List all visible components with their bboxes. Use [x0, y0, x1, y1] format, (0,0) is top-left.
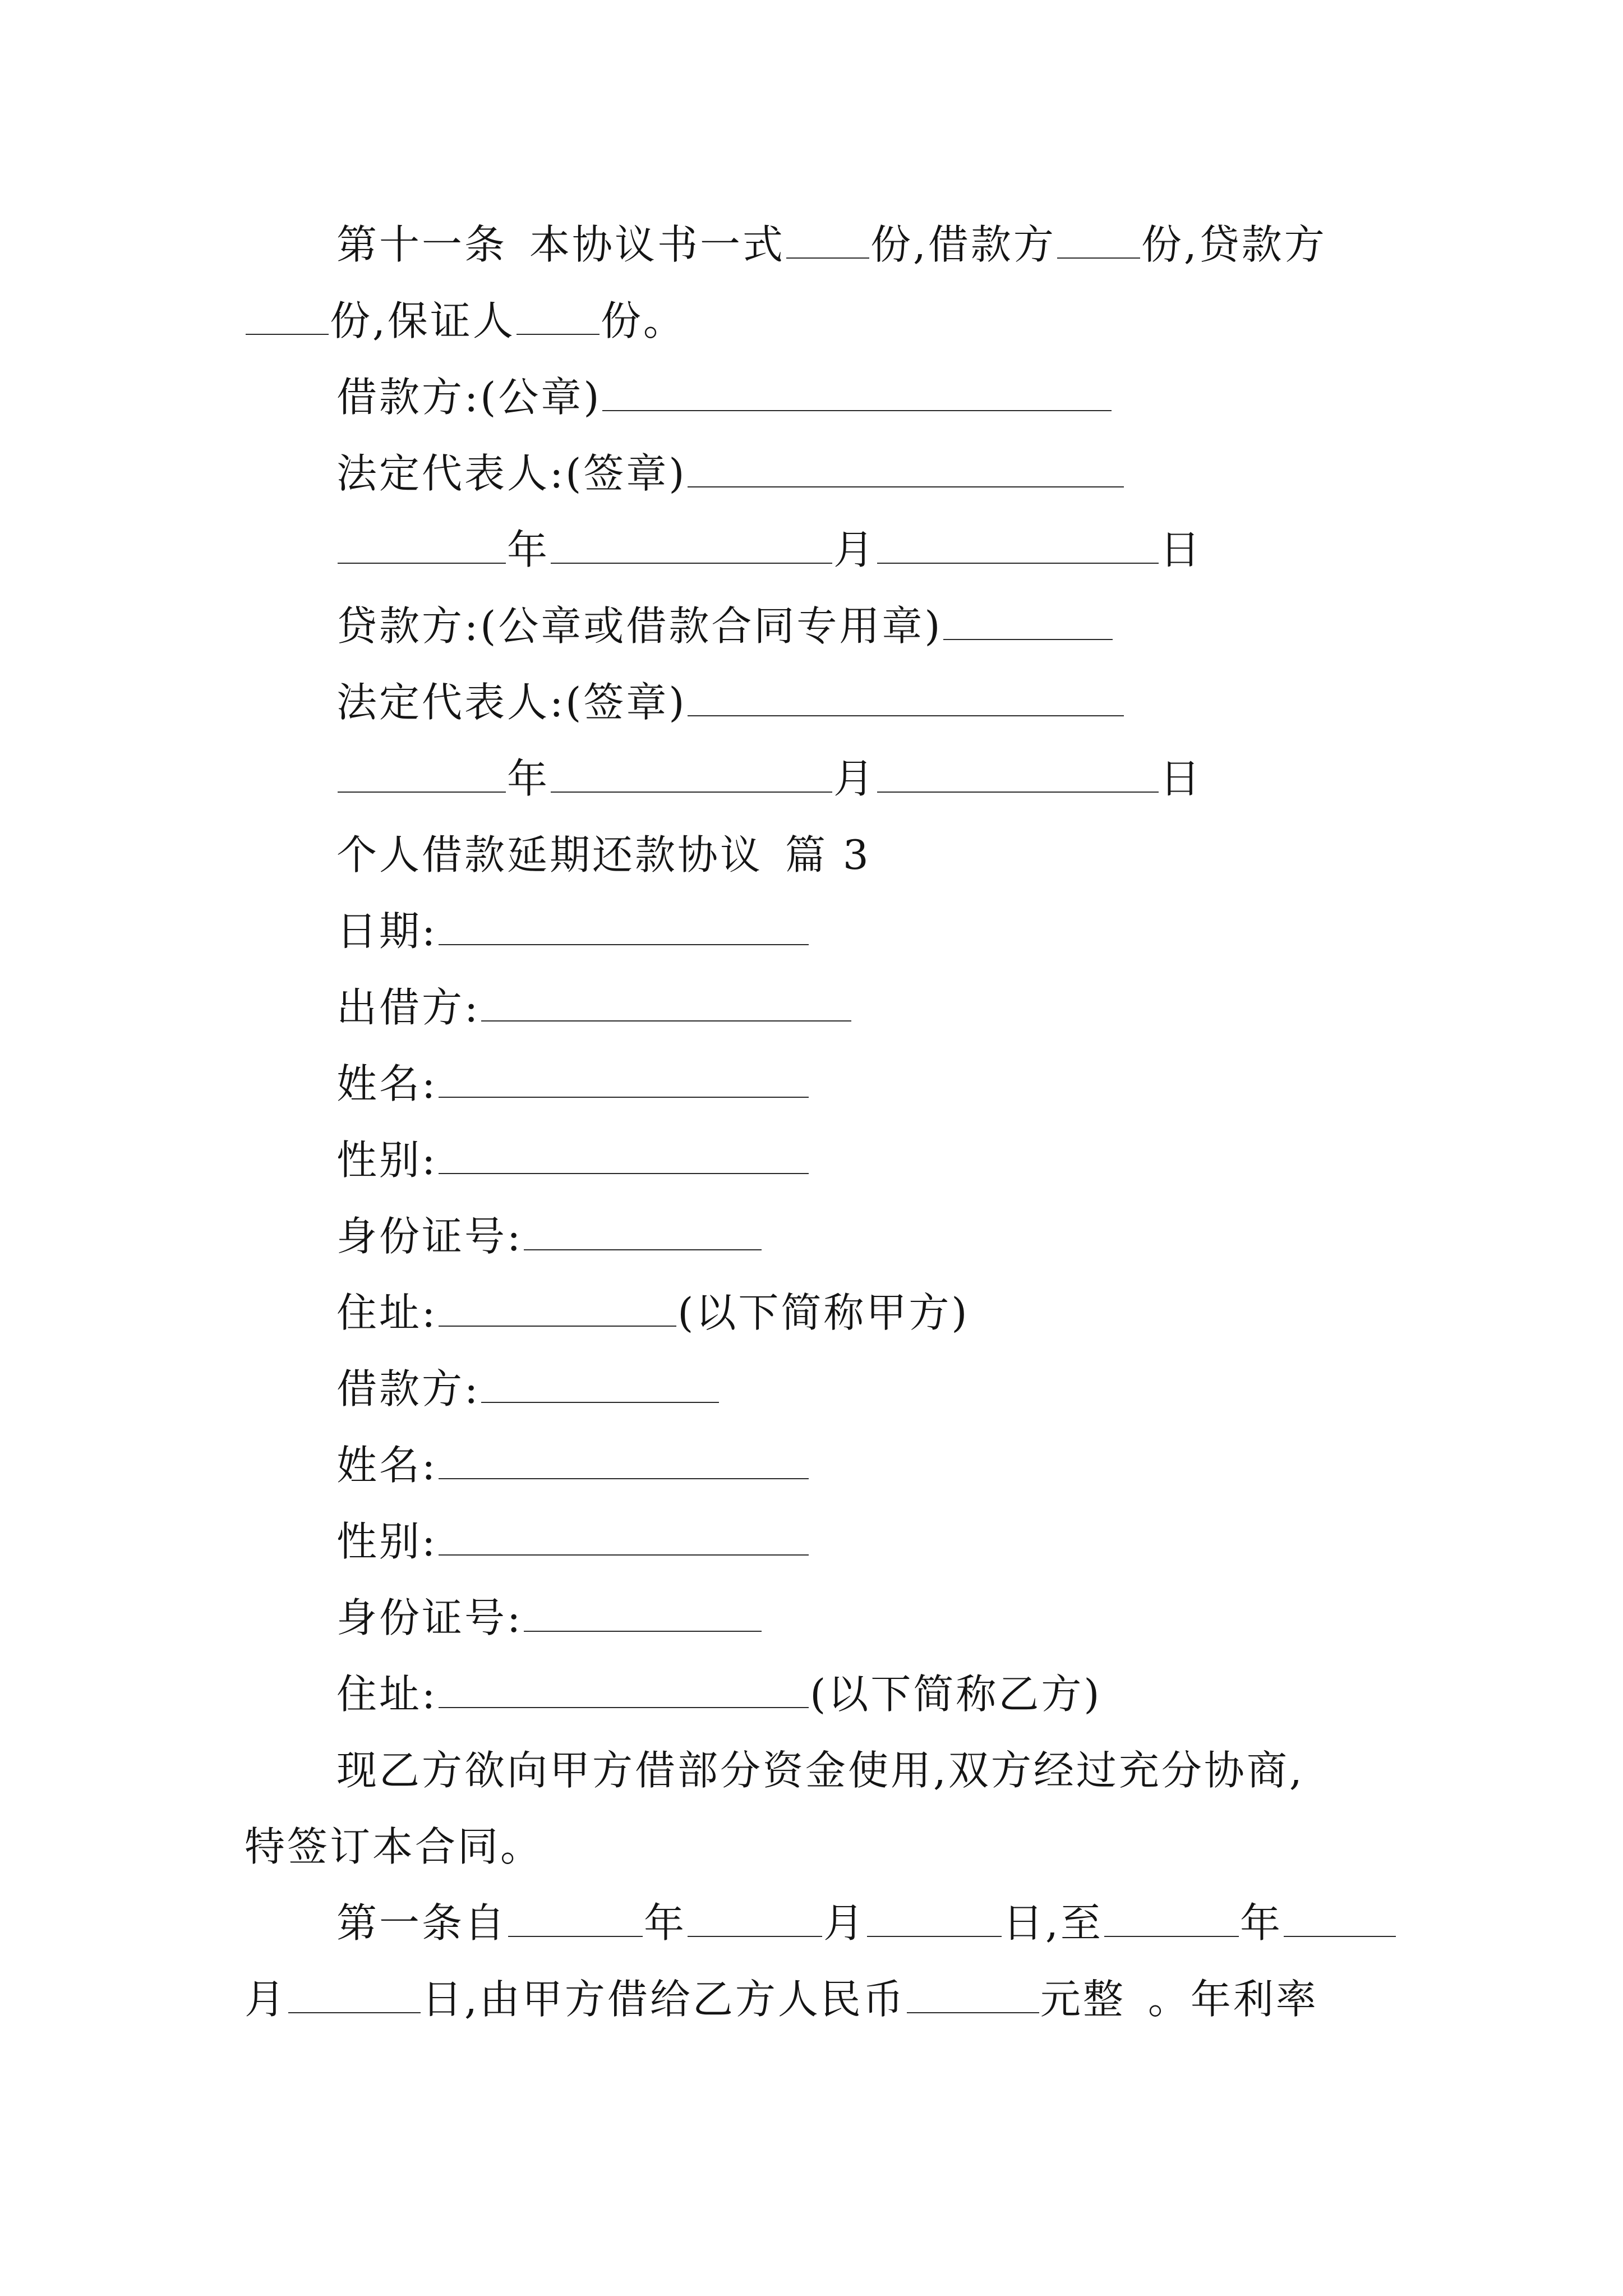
date-line-2: 年 月 日	[336, 751, 1202, 807]
blank-lender[interactable]	[481, 1020, 851, 1022]
blank-lender-id[interactable]	[524, 1249, 762, 1250]
blank-end-day[interactable]	[288, 2012, 421, 2013]
lender-name-field: 姓名:	[336, 1056, 810, 1112]
clause-11-line-1: 第十一条 本协议书一式 份,借款方 份,贷款方	[336, 221, 1327, 268]
blank-year[interactable]	[338, 562, 506, 564]
blank-borrower-id[interactable]	[524, 1630, 762, 1632]
clause-11-line-2: 份,保证人 份。	[245, 293, 686, 349]
lender-rep-line: 法定代表人:(签章)	[336, 674, 1125, 730]
borrower-id-field: 身份证号:	[336, 1590, 763, 1646]
section-title: 个人借款延期还款协议	[336, 831, 763, 878]
article-1-line-1: 第一条自 年 月 日,至 年	[336, 1895, 1397, 1951]
blank-day[interactable]	[877, 791, 1159, 793]
blank-copies-guarantor[interactable]	[517, 333, 600, 335]
blank-copies-total[interactable]	[786, 257, 869, 259]
blank-lender-seal[interactable]	[943, 638, 1113, 640]
blank-year[interactable]	[338, 791, 506, 793]
borrower-address-field: 住址: (以下简称乙方)	[336, 1671, 1102, 1718]
lender-gender-field: 性别:	[336, 1132, 810, 1188]
blank-date[interactable]	[439, 944, 809, 945]
blank-start-day[interactable]	[867, 1935, 1002, 1937]
borrower-rep-line: 法定代表人:(签章)	[336, 445, 1125, 501]
blank-lender-rep-sign[interactable]	[688, 715, 1124, 716]
blank-borrower-address[interactable]	[439, 1706, 809, 1708]
preamble-line-2: 特签订本合同。	[245, 1823, 543, 1870]
blank-month[interactable]	[551, 562, 832, 564]
lender-id-field: 身份证号:	[336, 1208, 763, 1264]
borrower-name-field: 姓名:	[336, 1437, 810, 1493]
borrower-seal-line: 借款方:(公章)	[336, 369, 1113, 425]
blank-borrower[interactable]	[481, 1401, 719, 1403]
blank-borrower-rep-sign[interactable]	[688, 486, 1124, 487]
blank-month[interactable]	[551, 791, 832, 793]
blank-end-month[interactable]	[1284, 1935, 1396, 1937]
article-1-line-2: 月 日,由甲方借给乙方人民币 元整 。年利率	[245, 1976, 1318, 2023]
blank-copies-lender[interactable]	[246, 333, 329, 335]
blank-day[interactable]	[877, 562, 1159, 564]
blank-lender-gender[interactable]	[439, 1172, 809, 1174]
blank-lender-address[interactable]	[439, 1325, 676, 1327]
blank-borrower-gender[interactable]	[439, 1554, 809, 1556]
section-heading	[336, 827, 871, 883]
blank-start-month[interactable]	[688, 1935, 822, 1937]
borrower-gender-field: 性别:	[336, 1513, 810, 1570]
clause-number: 第十一条	[336, 221, 508, 268]
date-line-1: 年 月 日	[336, 522, 1202, 578]
lender-seal-line: 贷款方:(公章或借款合同专用章)	[336, 598, 1114, 654]
section-number: 篇 3	[785, 831, 871, 878]
date-field: 日期:	[336, 903, 810, 959]
lender-field: 出借方:	[336, 979, 852, 1036]
preamble-line-1: 现乙方欲向甲方借部分资金使用,双方经过充分协商,	[336, 1747, 1304, 1794]
borrower-field: 借款方:	[336, 1361, 720, 1417]
lender-address-field: 住址: (以下简称甲方)	[336, 1289, 970, 1336]
blank-borrower-seal[interactable]	[602, 409, 1112, 411]
blank-end-year[interactable]	[1104, 1935, 1239, 1937]
blank-borrower-name[interactable]	[439, 1478, 809, 1479]
blank-copies-borrower[interactable]	[1057, 257, 1140, 259]
blank-start-year[interactable]	[508, 1935, 643, 1937]
blank-amount[interactable]	[907, 2012, 1039, 2013]
blank-lender-name[interactable]	[439, 1096, 809, 1098]
